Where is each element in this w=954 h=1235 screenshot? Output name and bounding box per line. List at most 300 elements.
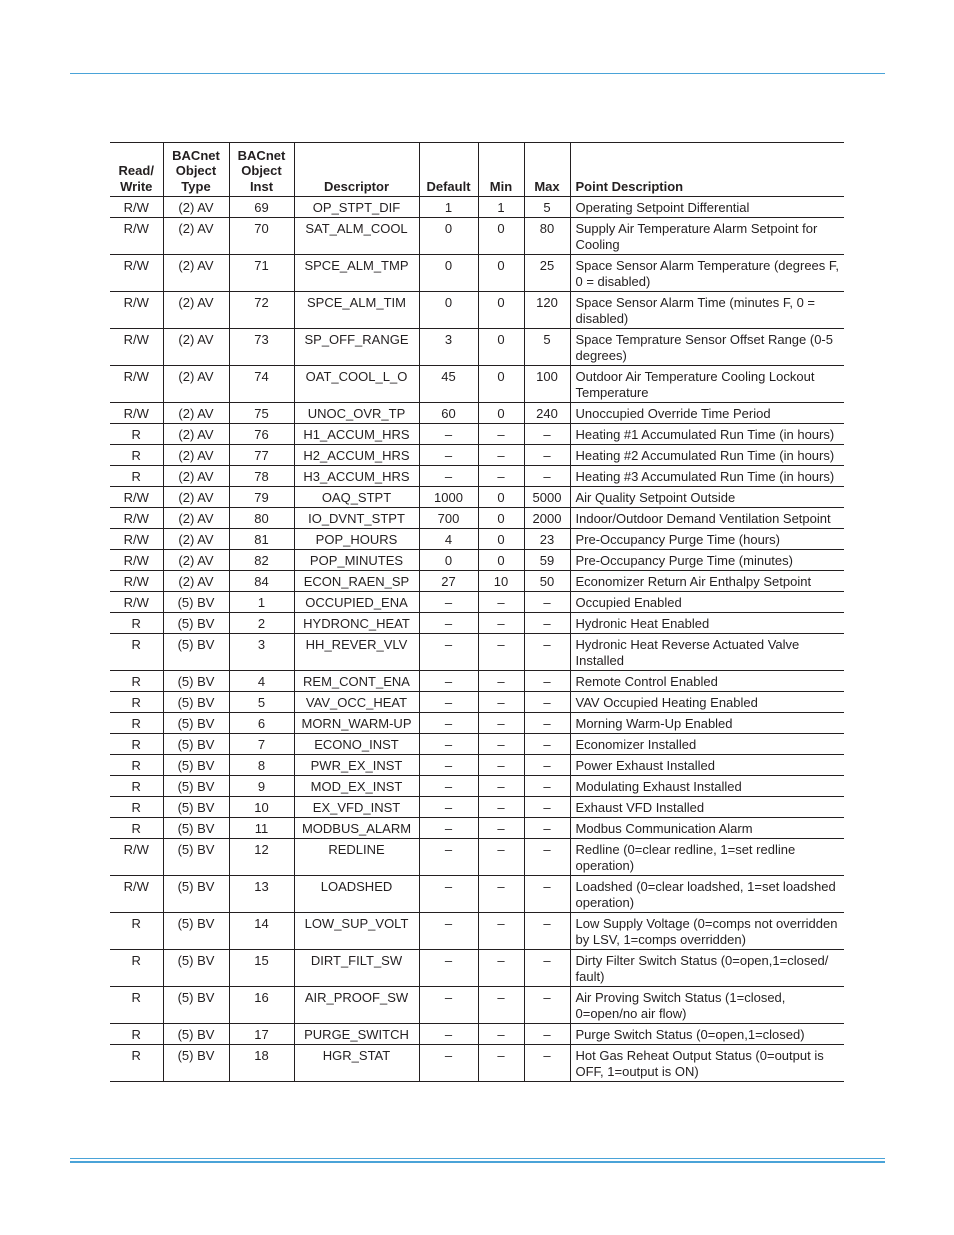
cell-max: – — [524, 424, 570, 445]
cell-descriptor: REDLINE — [294, 839, 419, 876]
cell-object-type: (2) AV — [163, 466, 229, 487]
cell-object-inst: 81 — [229, 529, 294, 550]
cell-object-inst: 10 — [229, 797, 294, 818]
cell-object-type: (5) BV — [163, 755, 229, 776]
cell-min: – — [478, 634, 524, 671]
cell-object-inst: 72 — [229, 292, 294, 329]
table-row — [110, 1045, 844, 1082]
cell-object-type: (5) BV — [163, 818, 229, 839]
cell-object-type: (5) BV — [163, 692, 229, 713]
cell-descriptor: AIR_PROOF_SW — [294, 987, 419, 1024]
cell-object-type: (2) AV — [163, 197, 229, 218]
table-row — [110, 876, 844, 913]
cell-read-write: R — [131, 800, 141, 815]
cell-point-description: Modbus Communication Alarm — [570, 818, 844, 839]
cell-descriptor: ECON_RAEN_SP — [294, 571, 419, 592]
cell-object-inst: 17 — [229, 1024, 294, 1045]
cell-default: – — [419, 913, 478, 950]
header-rule — [70, 73, 885, 74]
table-row — [110, 634, 844, 671]
cell-read-write: R — [131, 674, 141, 689]
cell-object-type: (2) AV — [163, 508, 229, 529]
cell-default: – — [419, 1045, 478, 1082]
cell-read-write: R — [131, 637, 141, 652]
cell-point-description: Economizer Installed — [570, 734, 844, 755]
cell-max: 5 — [524, 329, 570, 366]
cell-descriptor: DIRT_FILT_SW — [294, 950, 419, 987]
cell-max: – — [524, 713, 570, 734]
cell-descriptor: OP_STPT_DIF — [294, 197, 419, 218]
table-row — [110, 403, 844, 424]
cell-point-description: Modulating Exhaust Installed — [570, 776, 844, 797]
cell-object-type: (5) BV — [163, 876, 229, 913]
cell-object-type: (2) AV — [163, 571, 229, 592]
cell-read-write: R/W — [123, 574, 149, 589]
cell-max: – — [524, 692, 570, 713]
cell-min: – — [478, 671, 524, 692]
cell-default: – — [419, 445, 478, 466]
cell-descriptor: H1_ACCUM_HRS — [294, 424, 419, 445]
cell-read-write: R/W — [123, 490, 149, 505]
cell-object-inst: 15 — [229, 950, 294, 987]
cell-object-inst: 84 — [229, 571, 294, 592]
cell-object-type: (2) AV — [163, 445, 229, 466]
cell-min: 0 — [478, 508, 524, 529]
cell-max: – — [524, 839, 570, 876]
cell-default: – — [419, 734, 478, 755]
bacnet-points-table — [110, 142, 844, 1082]
cell-object-type: (2) AV — [163, 403, 229, 424]
cell-read-write: R/W — [123, 553, 149, 568]
cell-object-inst: 78 — [229, 466, 294, 487]
table-header-row — [110, 143, 844, 197]
cell-object-inst: 12 — [229, 839, 294, 876]
table-row — [110, 529, 844, 550]
cell-object-inst: 80 — [229, 508, 294, 529]
table-row — [110, 197, 844, 218]
cell-descriptor: MOD_EX_INST — [294, 776, 419, 797]
cell-object-type: (5) BV — [163, 839, 229, 876]
table-row — [110, 776, 844, 797]
cell-point-description: Supply Air Temperature Alarm Setpoint for Cooling — [570, 218, 844, 255]
cell-object-type: (5) BV — [163, 797, 229, 818]
cell-min: 10 — [478, 571, 524, 592]
cell-point-description: Occupied Enabled — [570, 592, 844, 613]
cell-object-type: (5) BV — [163, 950, 229, 987]
cell-min: 0 — [478, 255, 524, 292]
cell-object-inst: 69 — [229, 197, 294, 218]
cell-max: – — [524, 734, 570, 755]
table-row — [110, 329, 844, 366]
cell-max: – — [524, 818, 570, 839]
cell-object-inst: 82 — [229, 550, 294, 571]
cell-descriptor: PWR_EX_INST — [294, 755, 419, 776]
cell-point-description: Loadshed (0=clear loadshed, 1=set loadshed operation) — [570, 876, 844, 913]
cell-object-type: (5) BV — [163, 776, 229, 797]
cell-read-write: R — [131, 953, 141, 968]
cell-object-type: (5) BV — [163, 613, 229, 634]
cell-min: – — [478, 987, 524, 1024]
table-row — [110, 366, 844, 403]
cell-max: – — [524, 634, 570, 671]
cell-descriptor: REM_CONT_ENA — [294, 671, 419, 692]
cell-descriptor: LOADSHED — [294, 876, 419, 913]
cell-max: 240 — [524, 403, 570, 424]
cell-descriptor: LOW_SUP_VOLT — [294, 913, 419, 950]
cell-object-type: (5) BV — [163, 734, 229, 755]
header-read-write: Read/ Write — [118, 163, 154, 194]
cell-descriptor: POP_HOURS — [294, 529, 419, 550]
cell-read-write: R/W — [123, 295, 149, 310]
cell-point-description: Heating #1 Accumulated Run Time (in hours) — [570, 424, 844, 445]
cell-read-write: R/W — [123, 595, 149, 610]
header-object-inst: BACnet Object Inst — [229, 143, 294, 197]
cell-point-description: Remote Control Enabled — [570, 671, 844, 692]
cell-max: – — [524, 987, 570, 1024]
cell-object-type: (5) BV — [163, 592, 229, 613]
cell-max: 5 — [524, 197, 570, 218]
cell-default: – — [419, 818, 478, 839]
cell-object-type: (2) AV — [163, 329, 229, 366]
cell-object-inst: 18 — [229, 1045, 294, 1082]
table-row — [110, 913, 844, 950]
cell-object-inst: 3 — [229, 634, 294, 671]
cell-read-write: R — [131, 737, 141, 752]
cell-object-type: (5) BV — [163, 1024, 229, 1045]
cell-min: – — [478, 776, 524, 797]
cell-min: – — [478, 713, 524, 734]
cell-default: – — [419, 671, 478, 692]
table-row — [110, 508, 844, 529]
cell-default: – — [419, 839, 478, 876]
cell-object-inst: 70 — [229, 218, 294, 255]
table-row — [110, 818, 844, 839]
cell-point-description: Air Quality Setpoint Outside — [570, 487, 844, 508]
cell-object-inst: 16 — [229, 987, 294, 1024]
cell-min: – — [478, 734, 524, 755]
footer-rule-thin — [70, 1158, 885, 1159]
cell-point-description: Heating #2 Accumulated Run Time (in hours) — [570, 445, 844, 466]
cell-read-write: R — [131, 716, 141, 731]
cell-read-write: R/W — [123, 511, 149, 526]
table-row — [110, 487, 844, 508]
table-row — [110, 1024, 844, 1045]
cell-object-inst: 9 — [229, 776, 294, 797]
footer-rule-thick — [70, 1161, 885, 1163]
cell-min: – — [478, 797, 524, 818]
cell-point-description: Hydronic Heat Reverse Actuated Valve Installed — [570, 634, 844, 671]
cell-object-type: (2) AV — [163, 529, 229, 550]
cell-read-write: R/W — [123, 200, 149, 215]
cell-descriptor: POP_MINUTES — [294, 550, 419, 571]
cell-min: 0 — [478, 366, 524, 403]
cell-object-type: (5) BV — [163, 713, 229, 734]
header-point-description: Point Description — [570, 143, 844, 197]
cell-min: – — [478, 950, 524, 987]
cell-read-write: R/W — [123, 258, 149, 273]
cell-descriptor: H3_ACCUM_HRS — [294, 466, 419, 487]
cell-read-write: R — [131, 1048, 141, 1063]
cell-min: 0 — [478, 218, 524, 255]
cell-descriptor: MODBUS_ALARM — [294, 818, 419, 839]
cell-max: 50 — [524, 571, 570, 592]
cell-min: 0 — [478, 487, 524, 508]
cell-max: – — [524, 592, 570, 613]
cell-read-write: R/W — [123, 221, 149, 236]
cell-max: 25 — [524, 255, 570, 292]
cell-min: – — [478, 818, 524, 839]
cell-min: – — [478, 613, 524, 634]
cell-read-write: R — [131, 990, 141, 1005]
cell-descriptor: IO_DVNT_STPT — [294, 508, 419, 529]
cell-default: 1000 — [419, 487, 478, 508]
cell-min: 0 — [478, 329, 524, 366]
cell-descriptor: OAT_COOL_L_O — [294, 366, 419, 403]
cell-read-write: R — [131, 916, 141, 931]
cell-default: 4 — [419, 529, 478, 550]
cell-default: 3 — [419, 329, 478, 366]
cell-min: – — [478, 592, 524, 613]
cell-point-description: Heating #3 Accumulated Run Time (in hours) — [570, 466, 844, 487]
cell-default: 1 — [419, 197, 478, 218]
cell-object-inst: 6 — [229, 713, 294, 734]
header-max: Max — [524, 143, 570, 197]
cell-point-description: Morning Warm-Up Enabled — [570, 713, 844, 734]
cell-max: 120 — [524, 292, 570, 329]
cell-read-write: R — [131, 616, 141, 631]
cell-point-description: Hydronic Heat Enabled — [570, 613, 844, 634]
cell-read-write: R — [131, 779, 141, 794]
cell-min: – — [478, 1024, 524, 1045]
cell-max: – — [524, 755, 570, 776]
cell-descriptor: SP_OFF_RANGE — [294, 329, 419, 366]
cell-default: 700 — [419, 508, 478, 529]
cell-default: – — [419, 876, 478, 913]
cell-read-write: R/W — [123, 532, 149, 547]
cell-max: – — [524, 466, 570, 487]
table-row — [110, 671, 844, 692]
header-default: Default — [419, 143, 478, 197]
cell-read-write: R/W — [123, 332, 149, 347]
cell-point-description: Hot Gas Reheat Output Status (0=output is OFF, 1=output is ON) — [570, 1045, 844, 1082]
table-row — [110, 950, 844, 987]
cell-object-inst: 77 — [229, 445, 294, 466]
table-row — [110, 424, 844, 445]
cell-object-type: (2) AV — [163, 255, 229, 292]
cell-point-description: Purge Switch Status (0=open,1=closed) — [570, 1024, 844, 1045]
cell-object-inst: 75 — [229, 403, 294, 424]
header-object-type: BACnet Object Type — [163, 143, 229, 197]
table-row — [110, 445, 844, 466]
cell-object-inst: 79 — [229, 487, 294, 508]
cell-descriptor: ECONO_INST — [294, 734, 419, 755]
cell-object-inst: 8 — [229, 755, 294, 776]
table-row — [110, 571, 844, 592]
cell-point-description: Power Exhaust Installed — [570, 755, 844, 776]
cell-min: – — [478, 1045, 524, 1082]
cell-read-write: R/W — [123, 842, 149, 857]
cell-point-description: VAV Occupied Heating Enabled — [570, 692, 844, 713]
cell-descriptor: H2_ACCUM_HRS — [294, 445, 419, 466]
cell-min: 0 — [478, 529, 524, 550]
cell-object-inst: 76 — [229, 424, 294, 445]
cell-max: – — [524, 876, 570, 913]
cell-object-inst: 7 — [229, 734, 294, 755]
cell-default: 45 — [419, 366, 478, 403]
cell-default: – — [419, 713, 478, 734]
cell-default: – — [419, 692, 478, 713]
cell-object-inst: 2 — [229, 613, 294, 634]
cell-object-type: (5) BV — [163, 1045, 229, 1082]
table-row — [110, 550, 844, 571]
cell-default: – — [419, 776, 478, 797]
cell-point-description: Outdoor Air Temperature Cooling Lockout Temperature — [570, 366, 844, 403]
cell-min: – — [478, 913, 524, 950]
cell-default: – — [419, 592, 478, 613]
cell-default: – — [419, 797, 478, 818]
cell-min: – — [478, 692, 524, 713]
cell-descriptor: HGR_STAT — [294, 1045, 419, 1082]
cell-point-description: Unoccupied Override Time Period — [570, 403, 844, 424]
cell-object-inst: 1 — [229, 592, 294, 613]
cell-object-type: (2) AV — [163, 218, 229, 255]
cell-point-description: Indoor/Outdoor Demand Ventilation Setpoint — [570, 508, 844, 529]
cell-max: – — [524, 776, 570, 797]
cell-object-type: (5) BV — [163, 913, 229, 950]
cell-default: 0 — [419, 292, 478, 329]
cell-min: 1 — [478, 197, 524, 218]
table-row — [110, 713, 844, 734]
cell-default: – — [419, 950, 478, 987]
cell-default: – — [419, 634, 478, 671]
cell-max: – — [524, 913, 570, 950]
cell-default: 60 — [419, 403, 478, 424]
cell-descriptor: SPCE_ALM_TIM — [294, 292, 419, 329]
cell-object-type: (5) BV — [163, 987, 229, 1024]
cell-default: – — [419, 466, 478, 487]
cell-read-write: R — [131, 758, 141, 773]
cell-min: – — [478, 445, 524, 466]
table-row — [110, 613, 844, 634]
cell-point-description: Air Proving Switch Status (1=closed, 0=open/no air flow) — [570, 987, 844, 1024]
cell-max: – — [524, 671, 570, 692]
cell-max: 23 — [524, 529, 570, 550]
cell-read-write: R — [131, 427, 141, 442]
cell-read-write: R — [131, 695, 141, 710]
cell-min: 0 — [478, 403, 524, 424]
cell-object-type: (2) AV — [163, 550, 229, 571]
cell-object-type: (5) BV — [163, 671, 229, 692]
table-row — [110, 692, 844, 713]
cell-max: 2000 — [524, 508, 570, 529]
cell-point-description: Operating Setpoint Differential — [570, 197, 844, 218]
cell-default: – — [419, 987, 478, 1024]
cell-max: – — [524, 797, 570, 818]
cell-object-type: (2) AV — [163, 366, 229, 403]
table-row — [110, 734, 844, 755]
cell-descriptor: SAT_ALM_COOL — [294, 218, 419, 255]
cell-read-write: R — [131, 469, 141, 484]
table-row — [110, 987, 844, 1024]
cell-max: 100 — [524, 366, 570, 403]
cell-read-write: R — [131, 448, 141, 463]
cell-object-inst: 14 — [229, 913, 294, 950]
cell-default: – — [419, 613, 478, 634]
cell-min: – — [478, 466, 524, 487]
cell-object-inst: 13 — [229, 876, 294, 913]
cell-point-description: Economizer Return Air Enthalpy Setpoint — [570, 571, 844, 592]
cell-descriptor: OAQ_STPT — [294, 487, 419, 508]
cell-point-description: Dirty Filter Switch Status (0=open,1=closed/ fault) — [570, 950, 844, 987]
cell-read-write: R/W — [123, 369, 149, 384]
cell-object-inst: 5 — [229, 692, 294, 713]
cell-object-inst: 4 — [229, 671, 294, 692]
cell-point-description: Low Supply Voltage (0=comps not overridden by LSV, 1=comps overridden) — [570, 913, 844, 950]
cell-point-description: Exhaust VFD Installed — [570, 797, 844, 818]
header-descriptor: Descriptor — [294, 143, 419, 197]
cell-object-inst: 71 — [229, 255, 294, 292]
cell-read-write: R — [131, 1027, 141, 1042]
cell-max: 59 — [524, 550, 570, 571]
cell-object-type: (2) AV — [163, 487, 229, 508]
cell-point-description: Redline (0=clear redline, 1=set redline operation) — [570, 839, 844, 876]
cell-point-description: Pre-Occupancy Purge Time (hours) — [570, 529, 844, 550]
table-row — [110, 839, 844, 876]
cell-default: – — [419, 1024, 478, 1045]
table-row — [110, 255, 844, 292]
cell-read-write: R/W — [123, 406, 149, 421]
header-min: Min — [478, 143, 524, 197]
cell-default: 0 — [419, 218, 478, 255]
cell-min: 0 — [478, 292, 524, 329]
cell-object-type: (5) BV — [163, 634, 229, 671]
cell-min: – — [478, 755, 524, 776]
table-body — [110, 197, 844, 1082]
table-row — [110, 218, 844, 255]
cell-descriptor: OCCUPIED_ENA — [294, 592, 419, 613]
cell-max: – — [524, 1024, 570, 1045]
cell-point-description: Pre-Occupancy Purge Time (minutes) — [570, 550, 844, 571]
cell-descriptor: MORN_WARM-UP — [294, 713, 419, 734]
cell-min: – — [478, 424, 524, 445]
cell-descriptor: SPCE_ALM_TMP — [294, 255, 419, 292]
table-row — [110, 592, 844, 613]
cell-object-type: (2) AV — [163, 424, 229, 445]
cell-max: – — [524, 613, 570, 634]
cell-max: – — [524, 445, 570, 466]
cell-max: 80 — [524, 218, 570, 255]
cell-max: – — [524, 1045, 570, 1082]
cell-object-type: (2) AV — [163, 292, 229, 329]
cell-object-inst: 73 — [229, 329, 294, 366]
cell-min: – — [478, 839, 524, 876]
cell-descriptor: PURGE_SWITCH — [294, 1024, 419, 1045]
cell-descriptor: VAV_OCC_HEAT — [294, 692, 419, 713]
cell-max: 5000 — [524, 487, 570, 508]
cell-object-inst: 74 — [229, 366, 294, 403]
cell-default: 0 — [419, 550, 478, 571]
cell-point-description: Space Temprature Sensor Offset Range (0-5 degrees) — [570, 329, 844, 366]
cell-default: – — [419, 424, 478, 445]
cell-descriptor: HH_REVER_VLV — [294, 634, 419, 671]
cell-max: – — [524, 950, 570, 987]
cell-read-write: R/W — [123, 879, 149, 894]
cell-min: – — [478, 876, 524, 913]
table-row — [110, 292, 844, 329]
cell-read-write: R — [131, 821, 141, 836]
cell-default: 0 — [419, 255, 478, 292]
cell-default: 27 — [419, 571, 478, 592]
